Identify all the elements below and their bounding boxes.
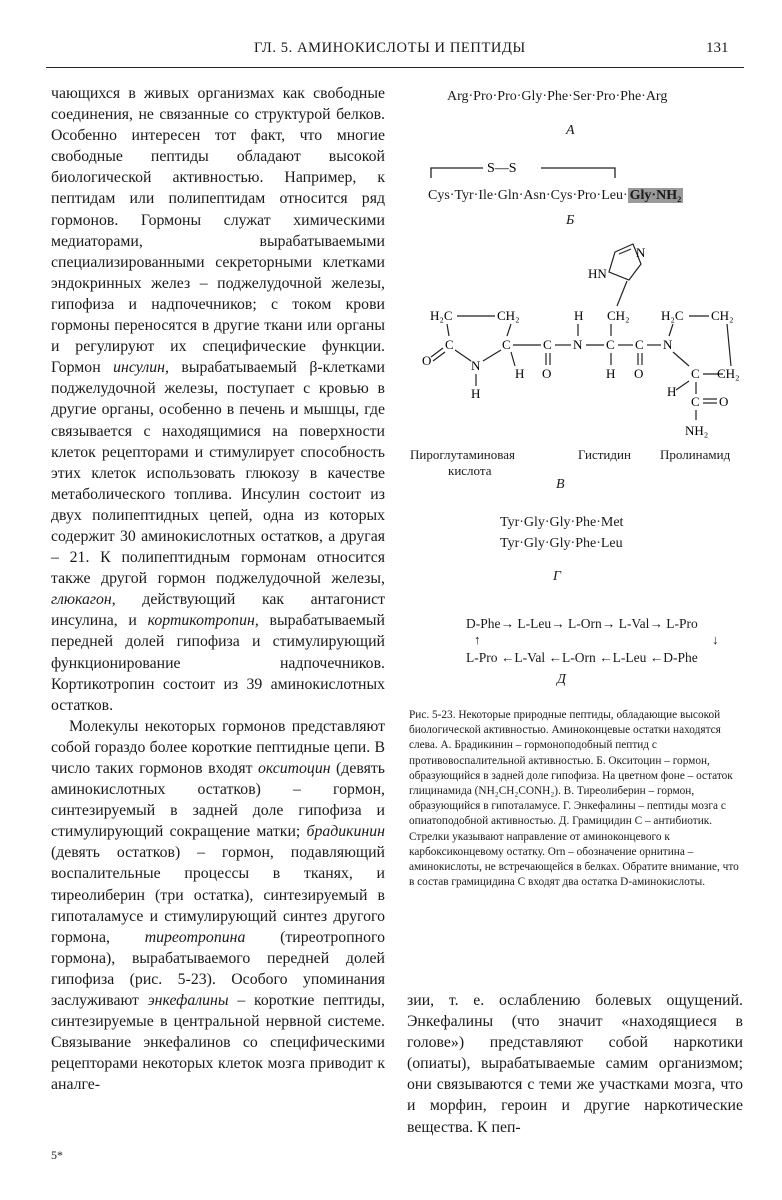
gramicidin-bottom-chain: L-Pro ←L-Val ←L-Orn ←L-Leu ←D-Phe: [466, 650, 698, 665]
atom-c-left: C: [445, 337, 454, 352]
atom-nh2-amide: NH₂: [685, 423, 709, 438]
gramicidin-down-arrow: ↓: [712, 632, 719, 647]
atom-n-pro: N: [663, 337, 673, 352]
atom-o-left: O: [422, 353, 432, 368]
atom-h-pro: H: [667, 384, 677, 399]
panel-b-label: Б: [566, 213, 575, 228]
signature-mark: 5*: [51, 1148, 63, 1162]
panel-a-sequence: Arg·Pro·Pro·Gly·Phe·Ser·Pro·Phe·Arg: [447, 89, 668, 104]
imidazole-hn: HN: [588, 266, 607, 281]
atom-h-alpha2: H: [606, 366, 616, 381]
pyroglutamic-acid-label: Пироглутаминовая кислота: [410, 447, 515, 478]
paragraph-2: Молекулы некоторых гормонов представляют собой гораздо более короткие пептидные цепи. В число таких гормонов входят окситоцин (девять аминокислотных остатков) – гормон, синтезируемый в задней доле гипофиза и стимулирующий сокращение матки; брадикинин (девять остатков) – гормон, подавляющий воспалительные процессы в тканях, и тиреолиберин (три остатка), синтезируемый в гипоталамусе и стимулирующий синтез другого гормона, тиреотропина (тиреотропного гормона), вырабатываемого передней долей гипофиза (рис. 5-23). Особого упоминания заслуживают энкефалины – короткие пептиды, синтезируемые в центральной нервной системе. Связывание энкефалинов со специфическими рецепторами некоторых клеток мозга приводит к аналге-: [51, 717, 385, 1094]
right-column-text: зии, т. е. ослаблению болевых ощущений. Энкефалины (что значит «находящиеся в голове») представляют собой наркотики (опиаты), вырабатываемые самим организмом; они связываются с теми же участками мозга, что и морфин, героин и другие наркотические вещества. К пеп-: [407, 992, 743, 1136]
panel-b-sequence: Cys·Tyr·Ile·Gln·Asn·Cys·Pro·Leu· Gly·NH₂: [428, 188, 682, 203]
glycinamide-highlight: Gly·NH₂: [629, 188, 682, 203]
atom-ch2-pro-right: CH₂: [717, 366, 740, 381]
panel-c-label: В: [556, 477, 565, 492]
panel-d-label: Г: [553, 569, 561, 584]
panel-e-label: Д: [557, 672, 566, 687]
page-number: 131: [706, 40, 729, 56]
imidazole-n-top: N: [636, 245, 646, 260]
atom-ch2-left: CH₂: [497, 308, 520, 323]
atom-n-his: N: [573, 337, 583, 352]
disulfide-label: S—S: [487, 161, 517, 176]
figure-caption: Рис. 5-23. Некоторые природные пептиды, обладающие высокой биологической активностью. Аминоконцевые остатки находятся слева. А. Брадикинин – гормоноподобный пептид с противовоспалительной активностью. Б. Окситоцин – гормон, образующийся в задней доле гипофиза. На цветном фоне – остаток глицинамида (NH₂CH₂CONH₂). В. Тиреолиберин – гормон, образующийся в гипоталамусе. Г. Энкефалины – пептиды мозга с опиатоподобной активностью. Д. Грамицидин С – антибиотик. Стрелки указывают направление от аминоконцевого к карбоксиконцевому остатку. Orn – обозначение орнитина – аминокислоты, не встречающейся в белках. Обратите внимание, что в состав грамицидина С входят два остатка D-аминокислоты.: [409, 709, 739, 889]
atom-o-co1: O: [542, 366, 552, 381]
atom-c-amide: C: [691, 394, 700, 409]
atom-o-amide: O: [719, 394, 729, 409]
atom-c-pro-alpha: C: [691, 366, 700, 381]
atom-c-alpha2: C: [606, 337, 615, 352]
atom-h2c-pro: H₂C: [661, 308, 684, 323]
atom-h-his-n: H: [574, 308, 584, 323]
atom-ch2-his: CH₂: [607, 308, 630, 323]
prolinamide-label: Пролинамид: [660, 447, 731, 462]
met-enkephalin-sequence: Tyr·Gly·Gly·Phe·Met: [500, 515, 624, 530]
gramicidin-up-arrow: ↑: [474, 632, 481, 647]
paragraph-1: чающихся в живых организмах как свободные соединения, не связанные со структурой белков. Особенно интересен тот факт, что многие свободные пептиды обладают высокой биологической активностью. Например, к пептидам или полипептидам относится ряд гормонов. Гормоны служат химическими медиаторами, вырабатываемыми специализированными секреторными клетками эндокринных желез – поджелудочной железы, гипофиза и надпочечников; с током крови гормоны переносятся в другие ткани или органы и регулируют их специфические функции. Гормон инсулин, вырабатываемый β-клетками поджелудочной железы, поступает с кровью в другие органы, особенно в печень и мышцы, где связывается с находящимися на поверхности клеток рецепторами и стимулирует способность этих клеток использовать глюкозу в качестве метаболического топлива. Инсулин состоит из двух полипептидных цепей, одна из которых содержит 30 аминокислотных остатков, а другая – 21. К полипептидным гормонам относится также другой гормон поджелудочной железы, глюкагон, действующий как антагонист инсулина, и кортикотропин, вырабатываемый передней долей гипофиза и стимулирующий функционирование надпочечников. Кортикотропин состоит из 39 аминокислотных остатков.: [51, 85, 385, 714]
atom-n-ring: N: [471, 358, 481, 373]
gramicidin-top-chain: D-Phe→ L-Leu→ L-Orn→ L-Val→ L-Pro: [466, 616, 698, 631]
atom-h-alpha1: H: [515, 366, 525, 381]
leu-enkephalin-sequence: Tyr·Gly·Gly·Phe·Leu: [500, 536, 623, 551]
histidine-label: Гистидин: [578, 447, 631, 462]
header-rule: [46, 67, 744, 68]
running-head: ГЛ. 5. АМИНОКИСЛОТЫ И ПЕПТИДЫ: [254, 40, 526, 56]
atom-ch2-pro-top: CH₂: [711, 308, 734, 323]
trh-structure: [405, 240, 750, 445]
atom-h2c-left: H₂C: [430, 308, 453, 323]
atom-c-co1: C: [543, 337, 552, 352]
disulfide-bridge: [425, 150, 625, 190]
atom-h-n: H: [471, 386, 481, 401]
atom-c-alpha1: C: [502, 337, 511, 352]
left-column: [51, 83, 385, 1096]
panel-a-label: А: [566, 123, 575, 138]
atom-c-co2: C: [635, 337, 644, 352]
atom-o-co2: O: [634, 366, 644, 381]
